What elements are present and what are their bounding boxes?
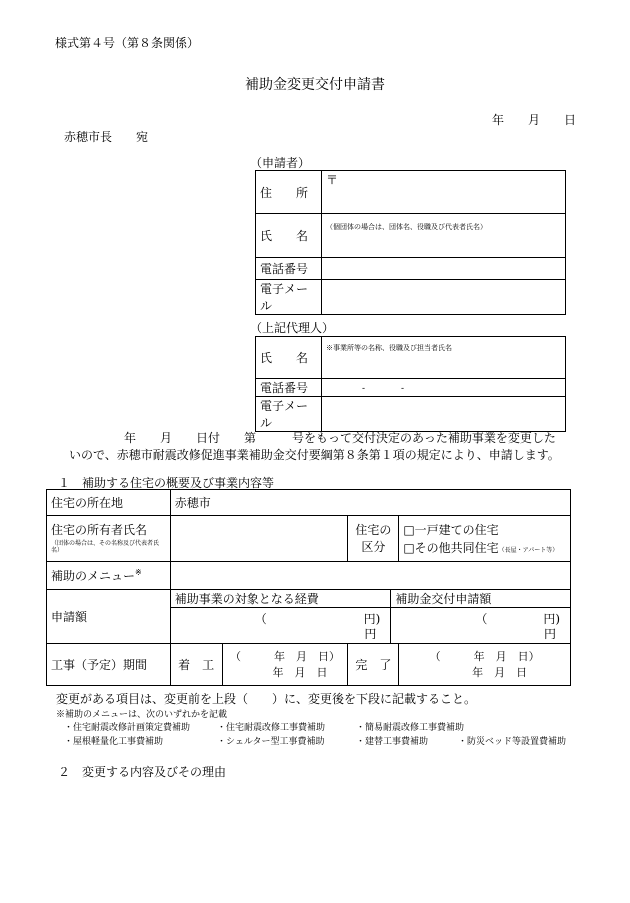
applicant-heading: （申請者） xyxy=(250,156,311,170)
owner-cell xyxy=(47,516,171,562)
owner-label: 住宅の所有者氏名 xyxy=(51,522,148,537)
cost-header: 補助事業の対象となる経費 xyxy=(170,590,391,608)
menu-label-cell: 補助のメニュー※ xyxy=(47,562,171,590)
start-label: 着 工 xyxy=(170,644,222,686)
agent-email-label: 電子メール xyxy=(256,397,322,432)
phone-label: 電話番号 xyxy=(256,258,322,280)
house-type-options xyxy=(399,516,571,562)
name-field[interactable] xyxy=(322,214,566,258)
period-label: 工事（予定）期間 xyxy=(47,644,171,686)
name-label: 氏 名 xyxy=(256,214,322,258)
change-note: 変更がある項目は、変更前を上段（ ）に、変更後を下段に記載すること。 xyxy=(56,692,477,706)
grant-field[interactable]: （ 円) 円 xyxy=(391,608,571,644)
page-title: 補助金変更交付申請書 xyxy=(245,77,385,93)
location-label: 住宅の所在地 xyxy=(47,490,171,516)
house-type-label: 住宅の 区分 xyxy=(348,516,399,562)
cost-field[interactable]: （ 円) 円 xyxy=(170,608,391,644)
option-collective[interactable]: □その他共同住宅（長屋・アパート等） xyxy=(403,540,559,555)
address-label: 住 所 xyxy=(256,171,322,214)
phone-field[interactable] xyxy=(322,258,566,280)
agent-phone-label: 電話番号 xyxy=(256,379,322,397)
grant-header: 補助金交付申請額 xyxy=(391,590,571,608)
owner-field[interactable] xyxy=(170,516,348,562)
amount-label: 申請額 xyxy=(47,590,171,644)
agent-email-field[interactable] xyxy=(322,397,566,432)
applicant-table xyxy=(255,170,566,315)
form-number: 様式第４号（第８条関係） xyxy=(55,36,200,50)
name-note: （個団体の場合は、団体名、役職及び代表者氏名） xyxy=(326,223,487,231)
address-field[interactable] xyxy=(322,171,566,214)
owner-note: （団体の場合は、その名称及び代表者氏名） xyxy=(51,540,160,555)
menu-item: ・住宅耐震改修計画策定費補助 xyxy=(64,723,191,733)
menu-field[interactable] xyxy=(170,562,570,590)
postal-mark: 〒 xyxy=(326,173,339,187)
menu-item: ・住宅耐震改修工事費補助 xyxy=(217,723,326,733)
end-label: 完 了 xyxy=(348,644,399,686)
menu-item: ・防災ベッド等設置費補助 xyxy=(458,737,567,747)
menu-note: ※補助のメニューは、次のいずれかを記載 xyxy=(56,710,228,720)
email-label: 電子メール xyxy=(256,280,322,315)
agent-phone-field[interactable]: - - xyxy=(322,379,566,397)
end-date-field[interactable]: （ 年 月 日） 年 月 日 xyxy=(399,644,571,686)
addressee: 赤穂市長 宛 xyxy=(64,130,149,144)
start-date-field[interactable]: （ 年 月 日） 年 月 日 xyxy=(222,644,348,686)
location-value[interactable]: 赤穂市 xyxy=(170,490,570,516)
date-line: 年 月 日 xyxy=(492,113,577,127)
menu-item: ・建替工事費補助 xyxy=(356,737,429,747)
agent-table xyxy=(255,336,566,432)
body-line-1: 年 月 日付 第 号をもって交付決定のあった補助事業を変更した xyxy=(124,431,556,445)
menu-item: ・シェルター型工事費補助 xyxy=(217,737,325,747)
menu-item: ・屋根軽量化工事費補助 xyxy=(64,737,164,747)
project-table xyxy=(46,489,571,686)
section-1-title: １ 補助する住宅の概要及び事業内容等 xyxy=(58,476,275,490)
option-detached[interactable]: □一戸建ての住宅 xyxy=(403,522,499,537)
agent-name-label: 氏 名 xyxy=(256,337,322,379)
agent-heading: （上記代理人） xyxy=(250,321,335,335)
email-field[interactable] xyxy=(322,280,566,315)
menu-item: ・簡易耐震改修工事費補助 xyxy=(356,723,465,733)
agent-name-note: ※事業所等の名称、役職及び担当者氏名 xyxy=(326,344,452,352)
section-2-title: ２ 変更する内容及びその理由 xyxy=(58,765,227,779)
body-line-2: いので、赤穂市耐震改修促進事業補助金交付要綱第８条第１項の規定により、申請します。 xyxy=(69,448,560,462)
agent-name-field[interactable] xyxy=(322,337,566,379)
option-collective-note: （長屋・アパート等） xyxy=(498,546,559,554)
